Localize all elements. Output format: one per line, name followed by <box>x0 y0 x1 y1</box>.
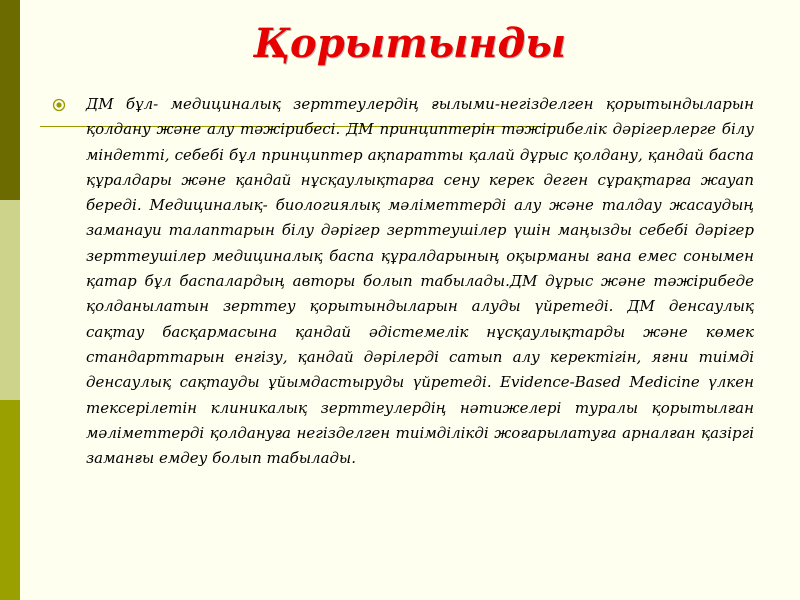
circle-bullet-icon <box>52 97 66 111</box>
conclusion-paragraph: ДМ бұл- медициналық зерттеулердің ғылыми-негізделген қорытындыларын қолдану және алу тәжірибесі. ДМ принциптерін тәжірибелік дәрігерлерге білу міндетті, себебі бұл принциптер ақпаратты қалай дұрыс қолдану, қандай баспа құралдары және қандай нұсқаулықтарға сену керек деген сұрақтарға жауап береді. Медициналық- биологиялық мәліметтерді алу және талдау жасаудың заманауи талаптарын білу дәрігер зерттеушілер үшін маңызды себебі дәрігер зерттеушілер медициналық баспа құралдарының оқырманы ғана емес сонымен қатар бұл баспалардың авторы болып табылады.ДМ дұрыс және тәжірибеде қолданылатын зерттеу қорытындыларын алуды үйретеді. ДМ денсаулық сақтау басқармасына қандай әдістемелік нұсқаулықтарды және көмек стандарттарын енгізу, қандай дәрілерді сатып алу керектігін, яғни тиімді денсаулық сақтауды ұйымдастыруды үйретеді. Evidence-Based Medicine үлкен тексерілетін клиникалық зерттеулердің нәтижелері туралы қорытылған мәліметтерді қолдануға негізделген тиімділікді жоғарылатуға арналған қазіргі заманғы емдеу болып табылады. <box>86 95 754 468</box>
side-bar-bottom <box>0 400 20 600</box>
side-bar-top <box>0 0 20 200</box>
side-bar-middle <box>0 200 20 400</box>
slide-title: Қорытынды <box>253 20 567 67</box>
